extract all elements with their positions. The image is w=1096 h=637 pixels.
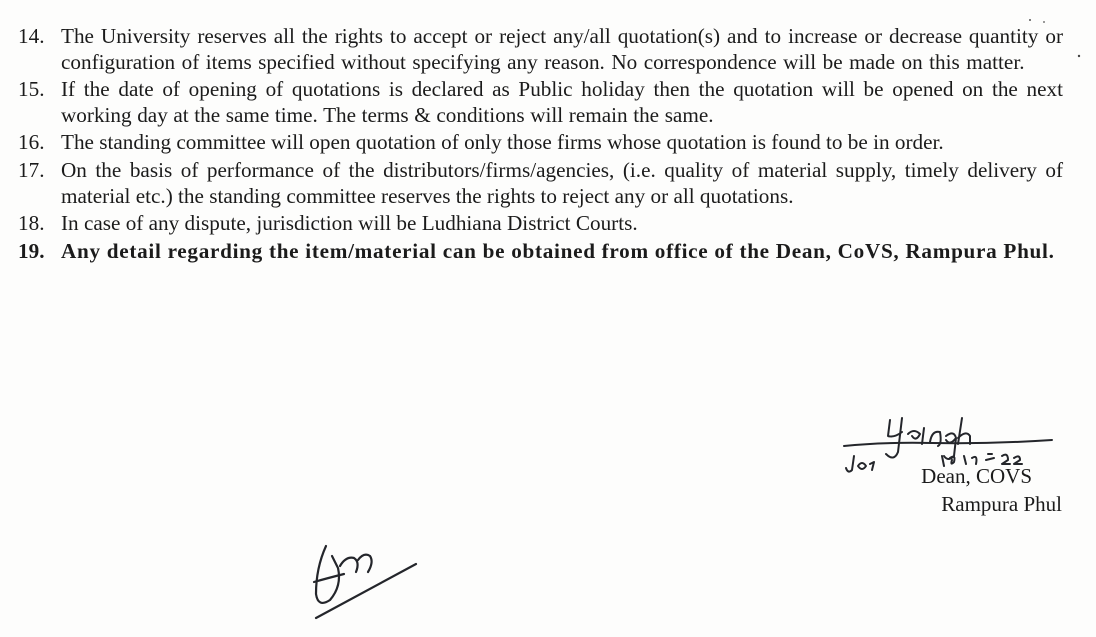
clause-text: Any detail regarding the item/material can be obtained from office of the Dean, CoVS, Rampura Phul. xyxy=(61,238,1055,263)
clause-number: 14. xyxy=(18,24,45,48)
clause-number: 17. xyxy=(18,158,45,183)
clause-18 xyxy=(18,211,1063,237)
clause-17 xyxy=(18,158,1063,209)
clause-text: In case of any dispute, jurisdiction will be Ludhiana District Courts. xyxy=(61,211,638,236)
clause-text: If the date of opening of quotations is declared as Public holiday then the quotation will be opened on the next working day at the same time. The terms & conditions will remain the same. xyxy=(61,77,1063,127)
clause-text: The standing committee will open quotation of only those firms whose quotation is found to be in order. xyxy=(61,130,944,155)
clause-14 xyxy=(18,24,1063,75)
clause-19 xyxy=(18,239,1063,265)
clause-text: On the basis of performance of the distributors/firms/agencies, (i.e. quality of material supply, timely delivery of material etc.) the standing committee reserves the rights to reject any or all quotations. xyxy=(61,158,1063,208)
clause-16 xyxy=(18,130,1063,156)
clause-15 xyxy=(18,77,1063,128)
clause-number: 19. xyxy=(18,238,45,263)
clause-text: The University reserves all the rights to accept or reject any/all quotation(s) and to increase or decrease quantity or configuration of items specified without specifying any reason. No correspondence will be made on this matter. xyxy=(61,24,1063,74)
clause-number: 16. xyxy=(18,130,45,155)
signature-block xyxy=(842,412,1062,522)
clause-number: 15. xyxy=(18,77,45,102)
signatory-place: Rampura Phul xyxy=(941,492,1062,516)
clause-number: 18. xyxy=(18,211,45,236)
terms-list xyxy=(18,24,1063,267)
handwritten-initials xyxy=(310,538,420,628)
signatory-title: Dean, COVS xyxy=(921,464,1032,488)
